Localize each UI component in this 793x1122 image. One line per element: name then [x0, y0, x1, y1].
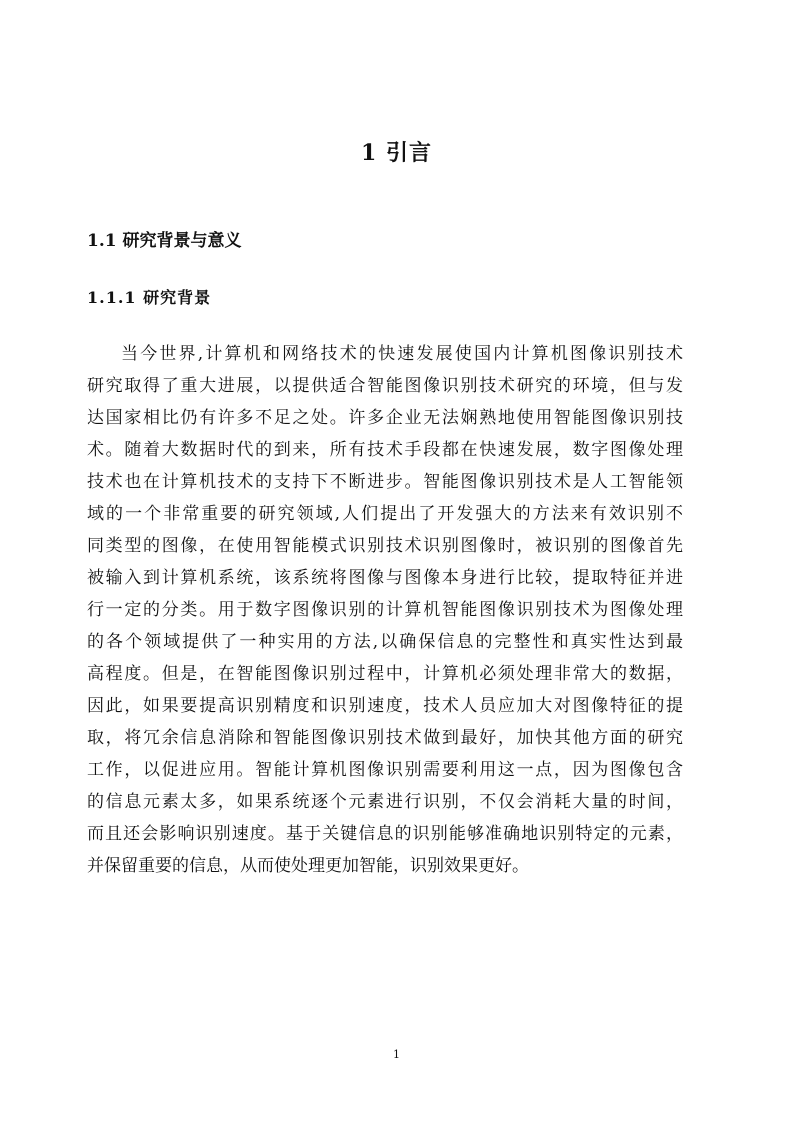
paragraph-line: 同类型的图像，在使用智能模式识别技术识别图像时，被识别的图像首先 — [87, 536, 683, 556]
paragraph-line: 被输入到计算机系统，该系统将图像与图像本身进行比较，提取特征并进 — [87, 568, 683, 588]
paragraph-line: 并保留重要的信息，从而使处理更加智能，识别效果更好。 — [87, 856, 529, 876]
page-number: 1 — [393, 1048, 400, 1061]
paragraph-line: 术。随着大数据时代的到来，所有技术手段都在快速发展，数字图像处理 — [87, 440, 683, 460]
chapter-title: 1 引言 — [361, 140, 432, 166]
paragraph-line: 工作，以促进应用。智能计算机图像识别需要利用这一点，因为图像包含 — [87, 760, 683, 780]
paragraph-line: 达国家相比仍有许多不足之处。许多企业无法娴熟地使用智能图像识别技 — [87, 408, 683, 428]
paragraph-line: 当今世界,计算机和网络技术的快速发展使国内计算机图像识别技术 — [121, 344, 683, 364]
paragraph-line: 因此，如果要提高识别精度和识别速度，技术人员应加大对图像特征的提 — [87, 696, 683, 716]
subsection-title: 1.1.1 研究背景 — [87, 288, 212, 307]
paragraph-line: 研究取得了重大进展，以提供适合智能图像识别技术研究的环境，但与发 — [87, 376, 683, 396]
paragraph-line: 高程度。但是，在智能图像识别过程中，计算机必须处理非常大的数据， — [87, 664, 683, 684]
paragraph-line: 的信息元素太多，如果系统逐个元素进行识别，不仅会消耗大量的时间， — [87, 792, 683, 812]
paragraph-line: 的各个领域提供了一种实用的方法,以确保信息的完整性和真实性达到最 — [87, 632, 683, 652]
paragraph-line: 行一定的分类。用于数字图像识别的计算机智能图像识别技术为图像处理 — [87, 600, 683, 620]
body-paragraph — [87, 338, 683, 882]
paragraph-line: 取，将冗余信息消除和智能图像识别技术做到最好，加快其他方面的研究 — [87, 728, 683, 748]
paragraph-line: 而且还会影响识别速度。基于关键信息的识别能够准确地识别特定的元素， — [87, 824, 683, 844]
paragraph-line: 域的一个非常重要的研究领域,人们提出了开发强大的方法来有效识别不 — [87, 504, 683, 524]
paragraph-line: 技术也在计算机技术的支持下不断进步。智能图像识别技术是人工智能领 — [87, 472, 683, 492]
section-title: 1.1 研究背景与意义 — [87, 231, 242, 251]
